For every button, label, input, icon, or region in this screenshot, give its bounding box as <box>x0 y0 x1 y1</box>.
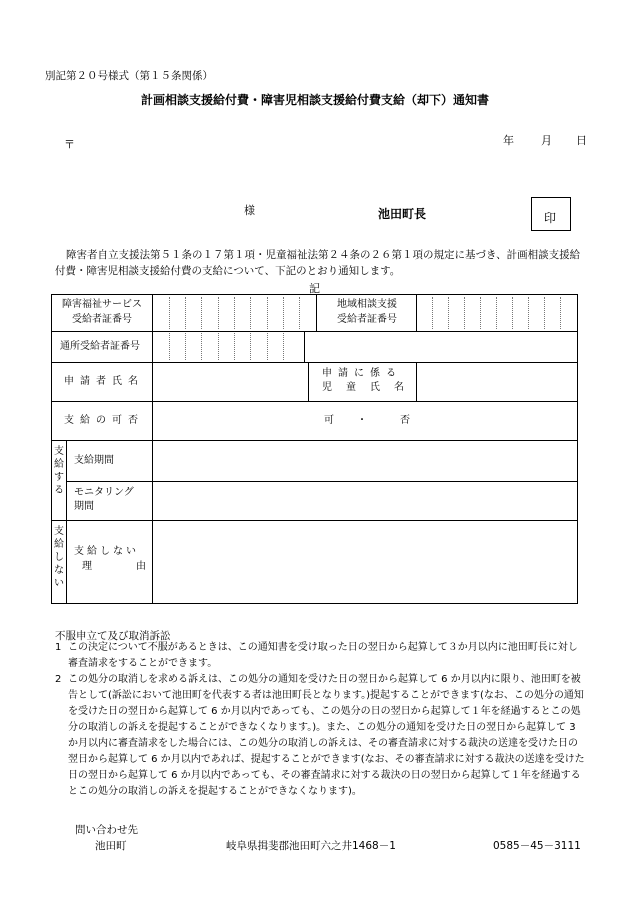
appeal-item <box>55 640 585 672</box>
digit-guide <box>267 297 268 329</box>
appeal-item-text: この決定について不服があるときは、この通知書を受け取った日の翌日から起算して３か月以内に池田町長に対し審査請求をすることができます。 <box>68 642 578 669</box>
page-title: 計画相談支援給付費・障害児相談支援給付費支給（却下）通知書 <box>140 93 489 107</box>
digit-guide <box>169 297 170 329</box>
area-cert-label-2: 受給者証番号 <box>337 314 397 325</box>
digit-guide <box>464 297 465 329</box>
child-name-label-2: 児童氏名 <box>322 382 418 393</box>
appeal-item-text: この処分の取消しを求める訴えは、この処分の通知を受けた日の翌日から起算して 6 か月以内に限り、池田町を被告として(訴訟において池田町を代表する者は池田町長となります。)提起することができます(なお、この処分の通知を受けた日の翌日から起算して 6 か月以内であっても、この処分の日の翌日から起算して１年を経過するとこの処分の取消しの訴えを提起することができなくなります。)。また、この処分の通知を受けた日の翌日から起算して 3 か月以内に審査請求をした場合には、この処分の取消しの訴えは、その審査請求に対する裁決の送達を受けた日の翌日から起算して 6 か月以内であれば、提起することができます(なお、その審査請求に対する裁決の送達を受けた日の翌日から起算して 6 か月以内であっても、その審査請求に対する裁決の日の翌日から起算して１年を経過するとこの処分の取消しの訴えを提起することができなくなります)。 <box>68 674 585 797</box>
contact-address: 岐阜県揖斐郡池田町六之井1468－1 <box>226 840 396 852</box>
approval-separator: ・ <box>357 415 367 426</box>
digit-guide <box>432 297 433 329</box>
monitoring-label-2: 期間 <box>74 501 94 512</box>
ki-mark: 記 <box>309 282 320 295</box>
col-rule <box>416 295 417 331</box>
digit-guide <box>448 297 449 329</box>
col-rule <box>152 295 153 440</box>
area-cert-label-1: 地域相談支援 <box>337 299 397 310</box>
row-rule <box>66 481 577 482</box>
recipient-suffix: 様 <box>244 204 255 217</box>
col-rule <box>304 331 305 362</box>
period-label: 支給期間 <box>74 455 114 466</box>
approval-label: 支給の可否 <box>64 415 144 426</box>
nopay-group-label: 支給しない <box>54 526 64 589</box>
child-name-label-1: 申請に係る <box>322 368 402 379</box>
appeal-item <box>55 672 585 800</box>
digit-guide <box>544 297 545 329</box>
reject-option: 否 <box>400 415 410 426</box>
daycare-cert-label: 通所受給者証番号 <box>60 341 140 352</box>
service-cert-label-1: 障害福祉サービス <box>62 299 142 310</box>
issuer-name: 池田町長 <box>378 207 427 221</box>
contact-phone: 0585－45－3111 <box>493 840 581 852</box>
postal-mark: 〒 <box>64 138 75 151</box>
digit-guide <box>283 333 284 360</box>
seal-label: 印 <box>544 211 557 225</box>
row-rule <box>52 362 577 363</box>
digit-guide <box>560 297 561 329</box>
contact-label: 問い合わせ先 <box>75 824 138 836</box>
reason-label-1: 支給しない <box>74 546 139 557</box>
digit-guide <box>234 297 235 329</box>
row-rule <box>52 401 577 402</box>
day-label: 日 <box>576 134 587 147</box>
digit-guide <box>185 297 186 329</box>
row-rule <box>52 331 577 332</box>
form-code: 別記第２０号様式（第１５条関係） <box>45 70 213 82</box>
monitoring-label-1: モニタリング <box>74 487 134 498</box>
row-rule <box>52 520 577 521</box>
seal-box <box>531 197 571 231</box>
col-rule <box>152 440 153 603</box>
pay-group-label: 支給する <box>54 446 64 496</box>
digit-guide <box>250 333 251 360</box>
appeal-title: 不服申立て及び取消訴訟 <box>55 630 171 642</box>
digit-guide <box>218 297 219 329</box>
service-cert-label-2: 受給者証番号 <box>72 314 132 325</box>
applicant-name-label: 申請者氏名 <box>64 376 144 387</box>
row-rule <box>52 440 577 441</box>
digit-guide <box>299 297 300 329</box>
digit-guide <box>283 297 284 329</box>
digit-guide <box>234 333 235 360</box>
digit-guide <box>169 333 170 360</box>
col-rule <box>66 440 67 603</box>
digit-guide <box>218 333 219 360</box>
digit-guide <box>528 297 529 329</box>
digit-guide <box>250 297 251 329</box>
digit-guide <box>201 297 202 329</box>
digit-guide <box>267 333 268 360</box>
month-label: 月 <box>541 134 552 147</box>
col-rule <box>316 295 317 331</box>
notice-body: 障害者自立支援法第５１条の１７第１項・児童福祉法第２４条の２６第１項の規定に基づき、計画相談支援給付費・障害児相談支援給付費の支給について、下記のとおり通知します。 <box>55 249 581 277</box>
digit-guide <box>480 297 481 329</box>
col-rule <box>308 362 309 401</box>
digit-guide <box>185 333 186 360</box>
notice-table: 障害福祉サービス 受給者証番号 地域相談支援 受給者証番号 通所受給者証番号 申請者氏名 申請に係る 児童氏名 支給の可否 可 ・ 否 支給する 支給期間 モニタリング 期間 支給しない 支給しない 理由 <box>51 294 578 604</box>
digit-guide <box>512 297 513 329</box>
approve-option: 可 <box>324 415 334 426</box>
digit-guide <box>496 297 497 329</box>
year-label: 年 <box>503 134 514 147</box>
digit-guide <box>201 333 202 360</box>
appeal-item-number: 2 <box>55 674 62 685</box>
contact-name: 池田町 <box>95 840 127 852</box>
appeal-item-number: 1 <box>55 642 62 653</box>
